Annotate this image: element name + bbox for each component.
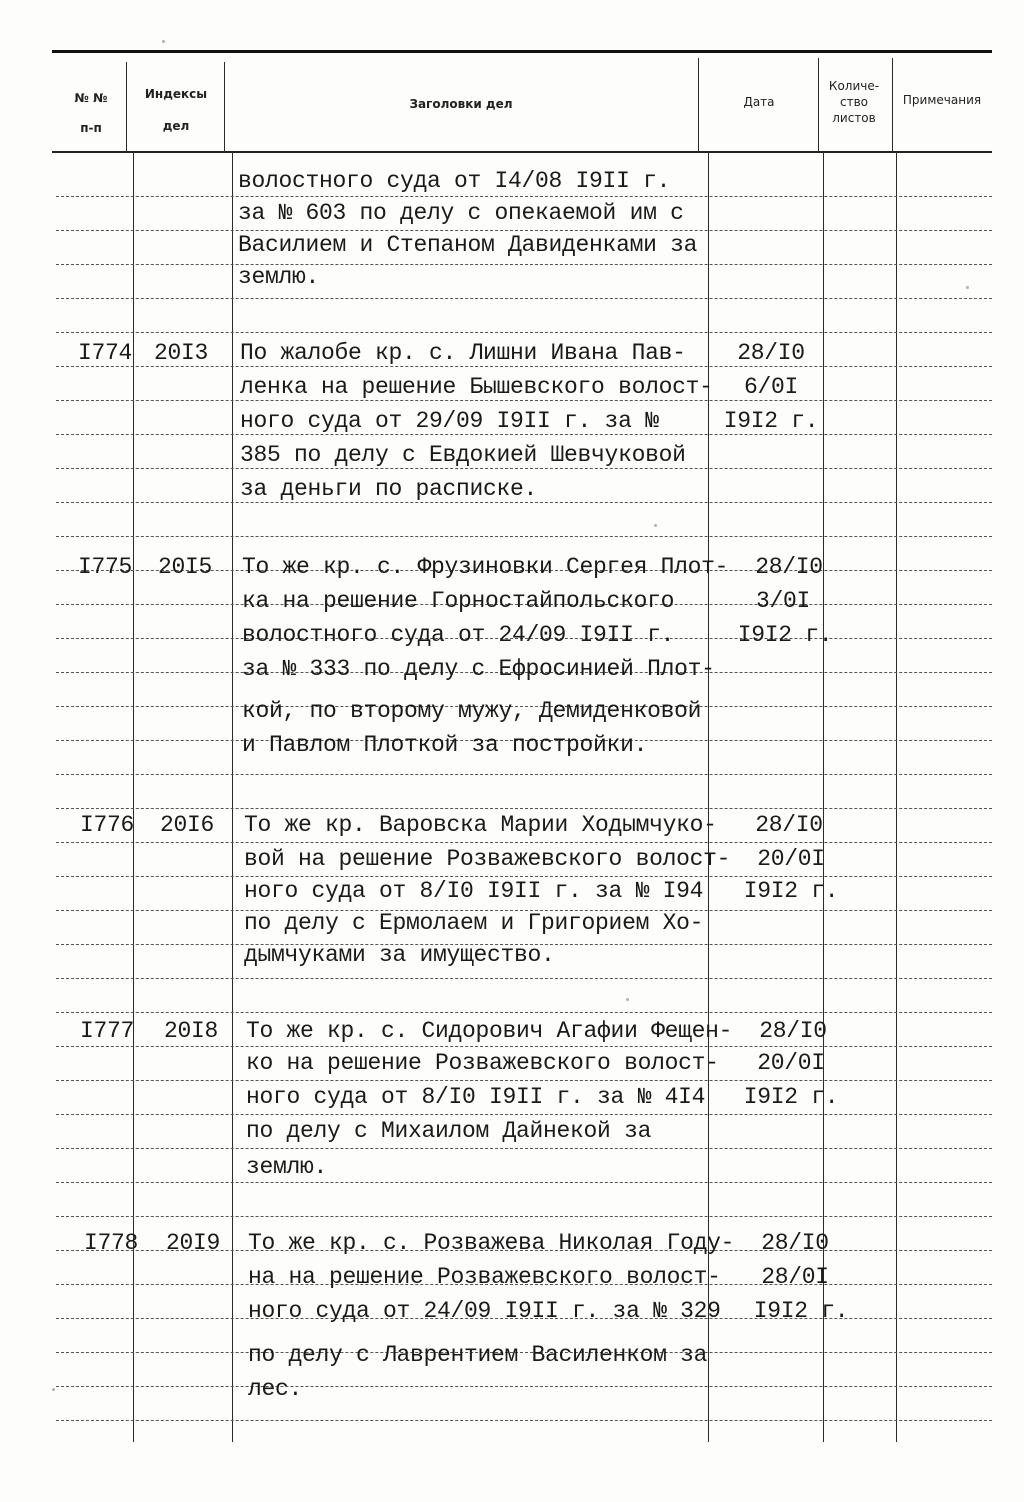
entry-date: 28/I0 bbox=[761, 1230, 829, 1256]
ruled-line bbox=[56, 1114, 992, 1115]
ruled-line bbox=[56, 978, 992, 979]
entry-title-line: землю. bbox=[246, 1154, 328, 1180]
column-divider bbox=[896, 152, 897, 1442]
scan-speck bbox=[52, 1388, 55, 1391]
scan-speck bbox=[966, 286, 969, 289]
ruled-line bbox=[56, 298, 992, 299]
ruled-line bbox=[56, 808, 992, 809]
ruled-line bbox=[56, 1386, 992, 1387]
ruled-line bbox=[56, 1080, 992, 1081]
entry-title-line: ко на решение Розважевского волост- bbox=[246, 1050, 719, 1076]
header-divider bbox=[892, 58, 893, 152]
entry-title-line: ка на решение Горностайпольского bbox=[242, 588, 675, 614]
ruled-line bbox=[56, 1420, 992, 1421]
entry-title-line: ленка на решение Бышевского волост- bbox=[240, 374, 713, 400]
scan-speck bbox=[162, 40, 165, 43]
entry-title-line: То же кр. с. Розважева Николая Году- bbox=[248, 1230, 735, 1256]
header-col-index-line1: Индексы bbox=[144, 87, 208, 101]
entry-title-line: по делу с Михаилом Дайнекой за bbox=[246, 1118, 652, 1144]
continuation-line: за № 603 по делу с опекаемой им с bbox=[238, 200, 684, 226]
ruled-line bbox=[56, 842, 992, 843]
column-divider bbox=[232, 152, 233, 1442]
entry-title-line: ного суда от 29/09 I9II г. за № bbox=[240, 408, 659, 434]
header-col-count-line2: ство bbox=[839, 95, 868, 109]
entry-index: 20I5 bbox=[158, 554, 213, 580]
ruled-line bbox=[56, 1046, 992, 1047]
entry-date: 20/0I bbox=[757, 846, 825, 872]
entry-title-line: дымчуками за имущество. bbox=[244, 942, 555, 968]
header-col-notes: Примечания bbox=[902, 93, 982, 107]
entry-date: 3/0I bbox=[755, 588, 810, 614]
continuation-line: Василием и Степаном Давиденками за bbox=[238, 232, 698, 258]
entry-title-line: То же кр. Варовска Марии Ходымчуко- bbox=[244, 812, 717, 838]
entry-date: 28/0I bbox=[761, 1264, 829, 1290]
ruled-line bbox=[56, 1216, 992, 1217]
header-col-titles: Заголовки дел bbox=[409, 97, 513, 111]
entry-date: 28/I0 bbox=[759, 1018, 827, 1044]
ruled-line bbox=[56, 536, 992, 537]
entry-date: 20/0I bbox=[757, 1050, 825, 1076]
entry-title-line: кой, по второму мужу, Демиденковой bbox=[242, 698, 702, 724]
entry-number: I774 bbox=[77, 340, 132, 366]
entry-date: 28/I0 bbox=[755, 812, 823, 838]
header-top-rule bbox=[52, 50, 992, 53]
entry-title-line: на на решение Розважевского волост- bbox=[248, 1264, 721, 1290]
entry-date: I9I2 г. bbox=[743, 878, 839, 904]
entry-date: 28/I0 bbox=[737, 340, 805, 366]
entry-index: 20I6 bbox=[160, 812, 215, 838]
ruled-line bbox=[56, 1012, 992, 1013]
entry-title-line: за № 333 по делу с Ефросинией Плот- bbox=[242, 656, 715, 682]
entry-title-line: То же кр. с. Фрузиновки Сергея Плот- bbox=[242, 554, 729, 580]
ruled-line bbox=[56, 196, 992, 197]
header-col-count bbox=[818, 78, 890, 126]
entry-number: I775 bbox=[77, 554, 132, 580]
header-col-index-line2: дел bbox=[162, 119, 190, 133]
entry-index: 20I8 bbox=[164, 1018, 219, 1044]
entry-date: I9I2 г. bbox=[737, 622, 833, 648]
entry-title-line: ного суда от 8/I0 I9II г. за № 4I4 bbox=[246, 1084, 706, 1110]
entry-title-line: 385 по делу с Евдокией Шевчуковой bbox=[240, 442, 686, 468]
ruled-line bbox=[56, 332, 992, 333]
scan-speck bbox=[654, 524, 657, 527]
entry-number: I776 bbox=[79, 812, 134, 838]
ruled-line bbox=[56, 1148, 992, 1149]
entry-index: 20I9 bbox=[166, 1230, 221, 1256]
entry-title-line: ного суда от 8/I0 I9II г. за № I94 bbox=[244, 878, 704, 904]
header-col-number-line2: п-п bbox=[80, 121, 102, 135]
ruled-line bbox=[56, 1182, 992, 1183]
entry-title-line: вой на решение Розважевского волост- bbox=[244, 846, 731, 872]
header-col-number bbox=[56, 90, 126, 136]
entry-title-line: и Павлом Плоткой за постройки. bbox=[242, 732, 648, 758]
entry-date: 28/I0 bbox=[755, 554, 823, 580]
header-divider bbox=[818, 58, 819, 152]
entry-title-line: по делу с Ермолаем и Григорием Хо- bbox=[244, 910, 704, 936]
header-col-number-line1: № № bbox=[74, 91, 108, 105]
entry-index: 20I3 bbox=[154, 340, 209, 366]
entry-title-line: за деньги по расписке. bbox=[240, 476, 538, 502]
header-col-index bbox=[128, 86, 224, 134]
header-col-count-line3: листов bbox=[832, 111, 876, 125]
entry-title-line: По жалобе кр. с. Лишни Ивана Пав- bbox=[240, 340, 686, 366]
entry-title-line: лес. bbox=[248, 1376, 303, 1402]
header-divider bbox=[126, 62, 127, 152]
scan-speck bbox=[626, 998, 629, 1001]
entry-date: I9I2 г. bbox=[723, 408, 819, 434]
entry-title-line: То же кр. с. Сидорович Агафии Фещен- bbox=[246, 1018, 733, 1044]
entry-date: I9I2 г. bbox=[743, 1084, 839, 1110]
entry-date: I9I2 г. bbox=[753, 1298, 849, 1324]
header-divider bbox=[698, 58, 699, 152]
ruled-line bbox=[56, 264, 992, 265]
header-col-date: Дата bbox=[743, 95, 775, 109]
continuation-line: волостного суда от I4/08 I9II г. bbox=[238, 168, 671, 194]
entry-date: 6/0I bbox=[743, 374, 798, 400]
entry-title-line: по делу с Лаврентием Василенком за bbox=[248, 1342, 708, 1368]
header-bottom-rule bbox=[52, 151, 992, 153]
continuation-line: землю. bbox=[238, 264, 320, 290]
ruled-line bbox=[56, 774, 992, 775]
entry-title-line: волостного суда от 24/09 I9II г. bbox=[242, 622, 675, 648]
header-divider bbox=[224, 62, 225, 152]
entry-number: I778 bbox=[83, 1230, 138, 1256]
header-col-count-line1: Количе- bbox=[828, 79, 880, 93]
entry-number: I777 bbox=[79, 1018, 134, 1044]
entry-title-line: ного суда от 24/09 I9II г. за № 329 bbox=[248, 1298, 721, 1324]
